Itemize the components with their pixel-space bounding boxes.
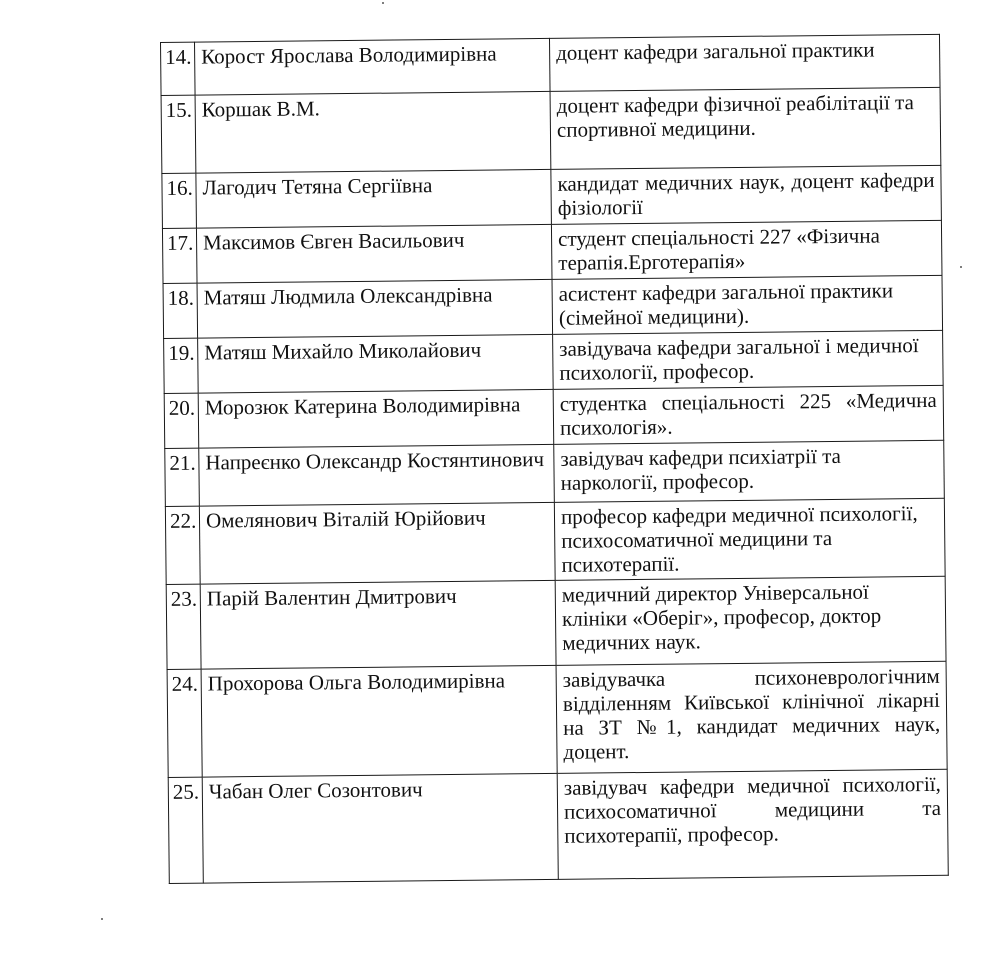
person-position: медичний директор Універсальної клініки «Оберіг», професор, доктор медичних наук. <box>555 576 946 665</box>
table-row <box>163 275 943 338</box>
row-number: 15. <box>161 95 196 173</box>
person-position: студентка спеціальності 225 «Медична психологія». <box>553 385 944 444</box>
table-row <box>162 165 942 228</box>
row-number: 18. <box>163 283 198 338</box>
table-row <box>168 769 948 883</box>
person-position: завідувача кафедри загальної і медичної психології, професор. <box>553 330 944 389</box>
person-name: Омелянович Віталій Юрійович <box>199 502 555 584</box>
scan-speck <box>101 918 103 920</box>
person-position: професор кафедри медичної психології, психосоматичної медицини та психотерапії. <box>554 498 945 580</box>
person-name: Корост Ярослава Володимирівна <box>195 38 551 95</box>
row-number: 17. <box>162 228 197 283</box>
person-name: Прохорова Ольга Володимирівна <box>201 665 557 777</box>
person-position: студент спеціальності 227 «Фізична терапія.Ерготерапія» <box>551 220 942 279</box>
person-position: завідувач кафедри психіатрії та наркології, професор. <box>554 440 945 502</box>
table-row <box>165 440 945 506</box>
person-position: завідувач кафедри медичної психології, психосоматичної медицини та психотерапії, професор. <box>557 769 948 879</box>
row-number: 24. <box>167 669 202 777</box>
row-number: 25. <box>168 777 203 883</box>
person-position: асистент кафедри загальної практики (сімейної медицини). <box>552 275 943 334</box>
table-row <box>162 220 942 283</box>
person-name: Морозюк Катерина Володимирівна <box>198 389 554 448</box>
table-row <box>166 576 946 669</box>
table-row <box>164 330 944 393</box>
person-name: Чабан Олег Созонтович <box>202 773 558 883</box>
person-position: доцент кафедри загальної практики <box>549 34 940 91</box>
row-number: 14. <box>161 42 196 95</box>
person-name: Лагодич Тетяна Сергіївна <box>196 169 552 228</box>
row-number: 21. <box>165 448 200 506</box>
person-name: Матяш Михайло Миколайович <box>198 334 554 393</box>
table-row <box>161 87 941 173</box>
table-row <box>165 498 945 584</box>
member-table-body <box>161 34 949 883</box>
row-number: 19. <box>164 338 199 393</box>
row-number: 23. <box>166 584 201 669</box>
scan-speck <box>382 2 384 4</box>
person-position: кандидат медичних наук, доцент кафедри фізіології <box>551 165 942 224</box>
member-table <box>160 34 949 884</box>
person-name: Максимов Євген Васильович <box>196 224 552 283</box>
row-number: 16. <box>162 173 197 228</box>
person-position: завідувачка психоневрологічним відділенням Київської клінічної лікарні на ЗТ №1, кандидат медичних наук, доцент. <box>556 661 947 773</box>
person-name: Напреєнко Олександр Костянтинович <box>199 444 555 506</box>
row-number: 20. <box>164 393 199 448</box>
person-name: Парій Валентин Дмитрович <box>200 580 556 669</box>
person-name: Матяш Людмила Олександрівна <box>197 279 553 338</box>
table-row <box>167 661 947 777</box>
table-row <box>161 34 941 95</box>
person-name: Коршак В.М. <box>195 91 551 173</box>
scan-speck <box>960 266 962 268</box>
person-position: доцент кафедри фізичної реабілітації та спортивної медицини. <box>550 87 941 169</box>
table-row <box>164 385 944 448</box>
row-number: 22. <box>165 506 200 584</box>
